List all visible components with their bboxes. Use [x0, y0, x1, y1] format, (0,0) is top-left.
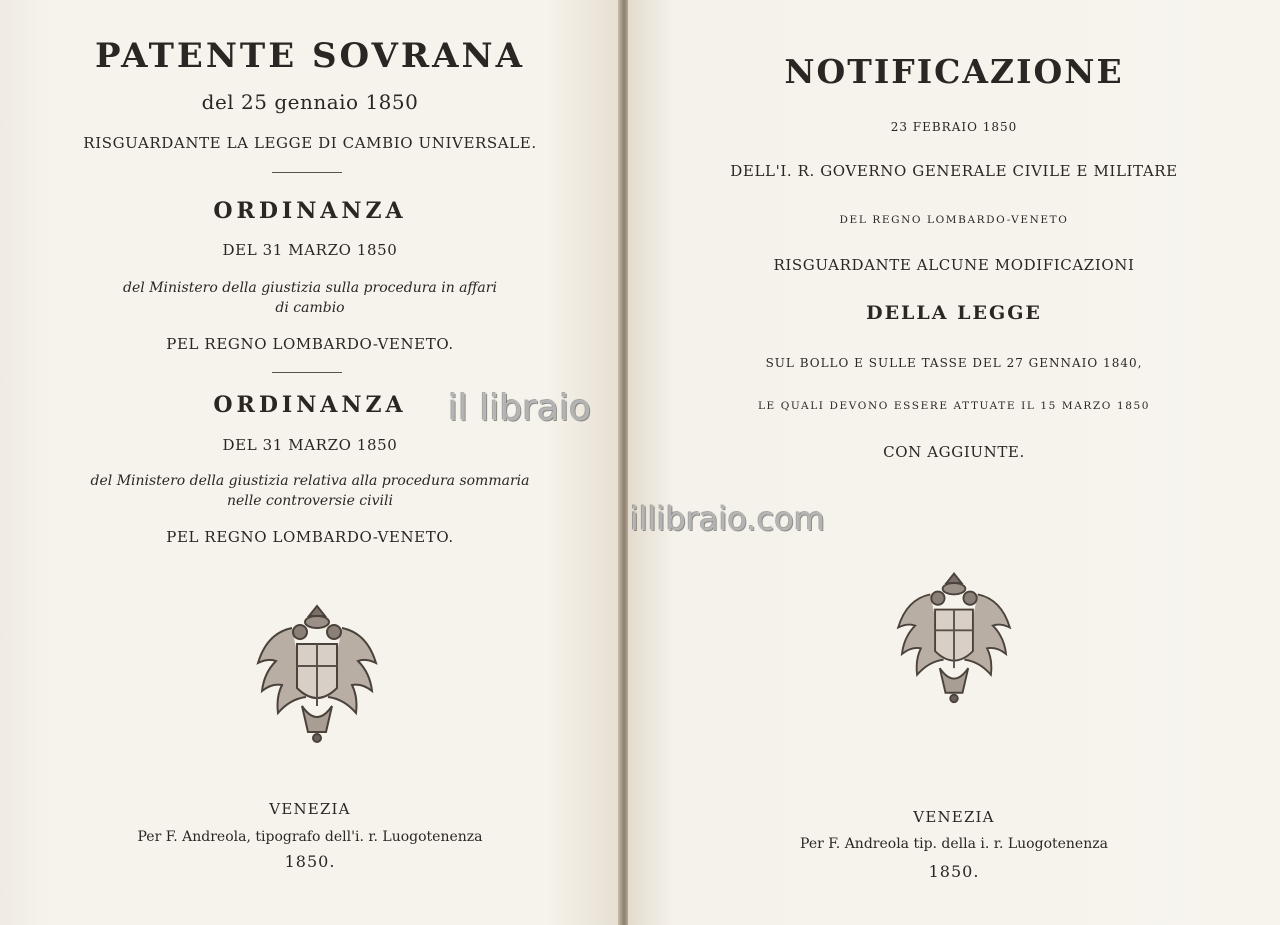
imperial-eagle-crest-icon [252, 598, 382, 746]
right-subject: RISGUARDANTE ALCUNE MODIFICAZIONI [773, 256, 1135, 274]
left-ordinanza-2-date: DEL 31 MARZO 1850 [222, 436, 398, 454]
right-law: DELLA LEGGE [866, 302, 1042, 324]
left-year: 1850. [284, 852, 336, 871]
left-ordinanza-1-desc-line1: del Ministero della giustizia sulla procedura in affari [123, 280, 497, 296]
left-page [0, 0, 620, 925]
right-title: NOTIFICAZIONE [784, 52, 1124, 91]
watermark-site: illibraio.com [630, 500, 826, 538]
watermark-brand: il libraio [448, 388, 592, 429]
left-rule-2 [272, 372, 342, 373]
right-date: 23 FEBRAIO 1850 [890, 120, 1018, 134]
left-title: PATENTE SOVRANA [94, 36, 525, 76]
left-ordinanza-1-region: PEL REGNO LOMBARDO-VENETO. [166, 335, 454, 353]
right-issuer: DELL'I. R. GOVERNO GENERALE CIVILE E MILITARE [730, 162, 1178, 180]
left-ordinanza-1-desc-line2: di cambio [275, 300, 345, 316]
left-subject: RISGUARDANTE LA LEGGE DI CAMBIO UNIVERSALE. [83, 134, 537, 152]
left-ordinanza-2-region: PEL REGNO LOMBARDO-VENETO. [166, 528, 454, 546]
right-law-detail: SUL BOLLO E SULLE TASSE DEL 27 GENNAIO 1840, [765, 356, 1143, 370]
left-rule-1 [272, 172, 342, 173]
right-page [628, 0, 1280, 925]
left-date: del 25 gennaio 1850 [201, 90, 419, 114]
left-ordinanza-2-desc-line1: del Ministero della giustizia relativa alla procedura sommaria [90, 473, 530, 489]
right-printer: Per F. Andreola tip. della i. r. Luogotenenza [800, 836, 1108, 852]
left-printer: Per F. Andreola, tipografo dell'i. r. Luogotenenza [137, 829, 483, 845]
left-city: VENEZIA [269, 800, 351, 818]
left-ordinanza-2-heading: ORDINANZA [213, 392, 407, 418]
left-ordinanza-1-heading: ORDINANZA [213, 198, 407, 224]
right-additions: CON AGGIUNTE. [883, 443, 1025, 461]
left-ordinanza-2-desc-line2: nelle controversie civili [227, 493, 393, 509]
left-ordinanza-1-date: DEL 31 MARZO 1850 [222, 241, 398, 259]
imperial-eagle-crest-icon [892, 566, 1016, 706]
right-year: 1850. [928, 862, 980, 881]
right-region: DEL REGNO LOMBARDO-VENETO [839, 214, 1069, 226]
right-effective-date: LE QUALI DEVONO ESSERE ATTUATE IL 15 MARZO 1850 [757, 400, 1151, 412]
right-city: VENEZIA [913, 808, 995, 826]
